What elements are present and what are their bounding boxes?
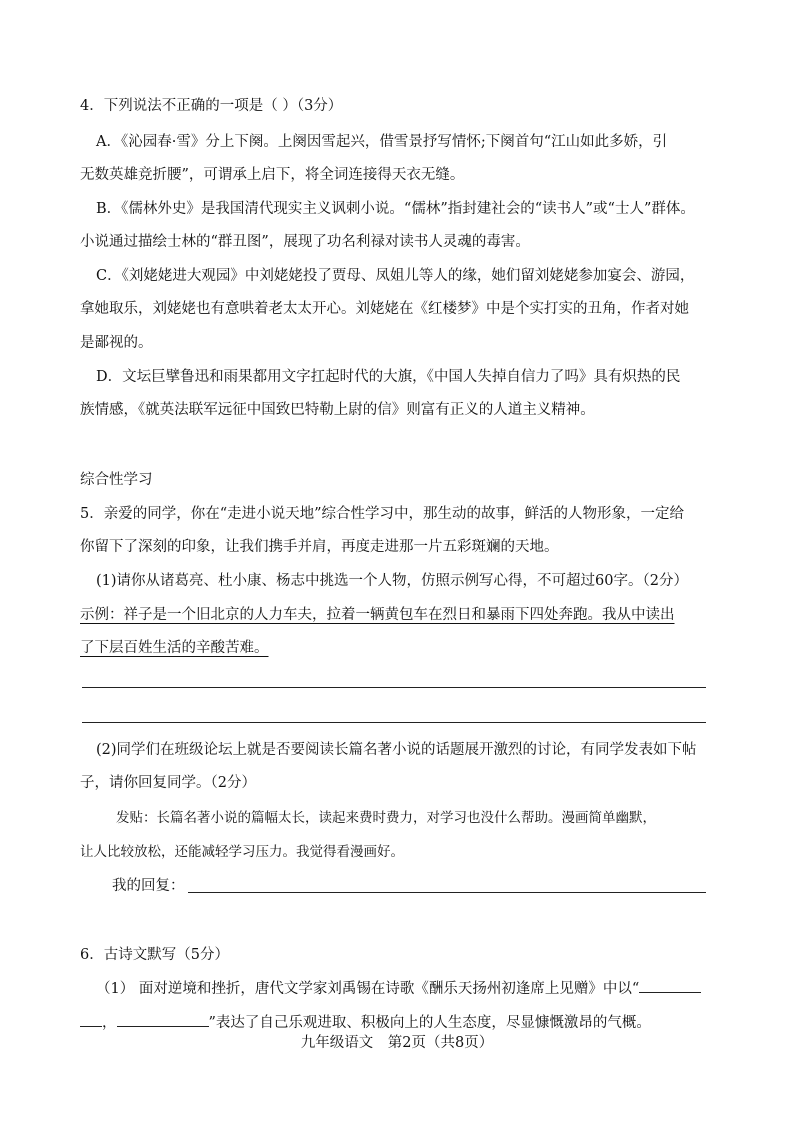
q5-stem-line1: 5．亲爱的同学，你在“走进小说天地”综合性学习中，那生动的故事，鲜活的人物形象，一定给 xyxy=(80,506,685,522)
forum-post-line1: 发贴：长篇名著小说的篇幅太长，读起来费时费力，对学习也没什么帮助。漫画简单幽默， xyxy=(116,810,656,826)
answer-line-1[interactable] xyxy=(82,687,706,688)
q6-part1-line2 xyxy=(80,1012,651,1033)
q4-option-a-line1: A．《沁园春·雪》分上下阕。上阕因雪起兴，借雪景抒写情怀;下阕首句“江山如此多娇，引 xyxy=(96,134,668,150)
reply-label: 我的回复： xyxy=(112,878,185,894)
q4-option-a-line2: 无数英雄竞折腰”，可谓承上启下，将全词连接得天衣无缝。 xyxy=(80,167,465,183)
fill-blank-1[interactable] xyxy=(639,978,701,993)
q6-stem: 6．古诗文默写（5分） xyxy=(80,947,229,963)
section-title: 综合性学习 xyxy=(80,472,153,488)
q6-part1-line1 xyxy=(96,978,701,999)
q4-option-c-line1: C．《刘姥姥进大观园》中刘姥姥投了贾母、凤姐儿等人的缘，她们留刘姥姥参加宴会、游园， xyxy=(96,268,695,284)
q4-option-b-line2: 小说通过描绘士林的“群丑图”，展现了功名利禄对读书人灵魂的毒害。 xyxy=(80,234,530,250)
q5-part1-prompt: (1)请你从诸葛亮、杜小康、杨志中挑选一个人物，仿照示例写心得，不可超过60字。（2分） xyxy=(96,573,688,589)
q5-part2-line2: 子，请你回复同学。（2分） xyxy=(80,775,256,791)
q5-example-line1: 示例：祥子是一个旧北京的人力车夫，拉着一辆黄包车在烈日和暴雨下四处奔跑。我从中读出 xyxy=(80,607,675,623)
page-footer: 九年级语文 第2页（共8页） xyxy=(300,1035,494,1051)
fill-blank-2[interactable] xyxy=(117,1012,209,1027)
q4-stem: 4．下列说法不正确的一项是（ ）（3分） xyxy=(80,98,343,114)
q5-example-line2: 了下层百姓生活的辛酸苦难。 xyxy=(80,640,269,656)
q5-stem-line2: 你留下了深刻的印象，让我们携手并肩，再度走进那一片五彩斑斓的天地。 xyxy=(80,539,559,555)
q6-part1-rest: ”表达了自己乐观进取、积极向上的人生态度，尽显慷慨激昂的气概。 xyxy=(208,1015,651,1031)
q4-option-c-line3: 是鄙视的。 xyxy=(80,335,153,351)
reply-answer-line[interactable] xyxy=(188,892,706,893)
q4-option-d-line2: 族情感，《就英法联军远征中国致巴特勒上尉的信》则富有正义的人道主义精神。 xyxy=(80,402,595,418)
q5-part2-line1: (2)同学们在班级论坛上就是否要阅读长篇名著小说的话题展开激烈的讨论，有同学发表如下帖 xyxy=(96,742,697,758)
fill-blank-1-cont[interactable] xyxy=(80,1012,102,1027)
q4-option-b-line1: B．《儒林外史》是我国清代现实主义讽刺小说。“儒林”指封建社会的“读书人”或“士人”群体。 xyxy=(96,201,695,217)
q6-comma: ， xyxy=(102,1015,117,1031)
answer-line-2[interactable] xyxy=(82,722,706,723)
q4-option-c-line2: 拿她取乐，刘姥姥也有意哄着老太太开心。刘姥姥在《红楼梦》中是个实打实的丑角，作者对她 xyxy=(80,301,689,317)
q4-option-d-line1: D．文坛巨擘鲁迅和雨果都用文字扛起时代的大旗，《中国人失掉自信力了吗》具有炽热的民 xyxy=(96,369,681,385)
forum-post-line2: 让人比较放松，还能减轻学习压力。我觉得看漫画好。 xyxy=(80,844,404,860)
q6-part1-text: （1） 面对逆境和挫折，唐代文学家刘禹锡在诗歌《酬乐天扬州初逢席上见赠》中以“ xyxy=(96,981,640,997)
